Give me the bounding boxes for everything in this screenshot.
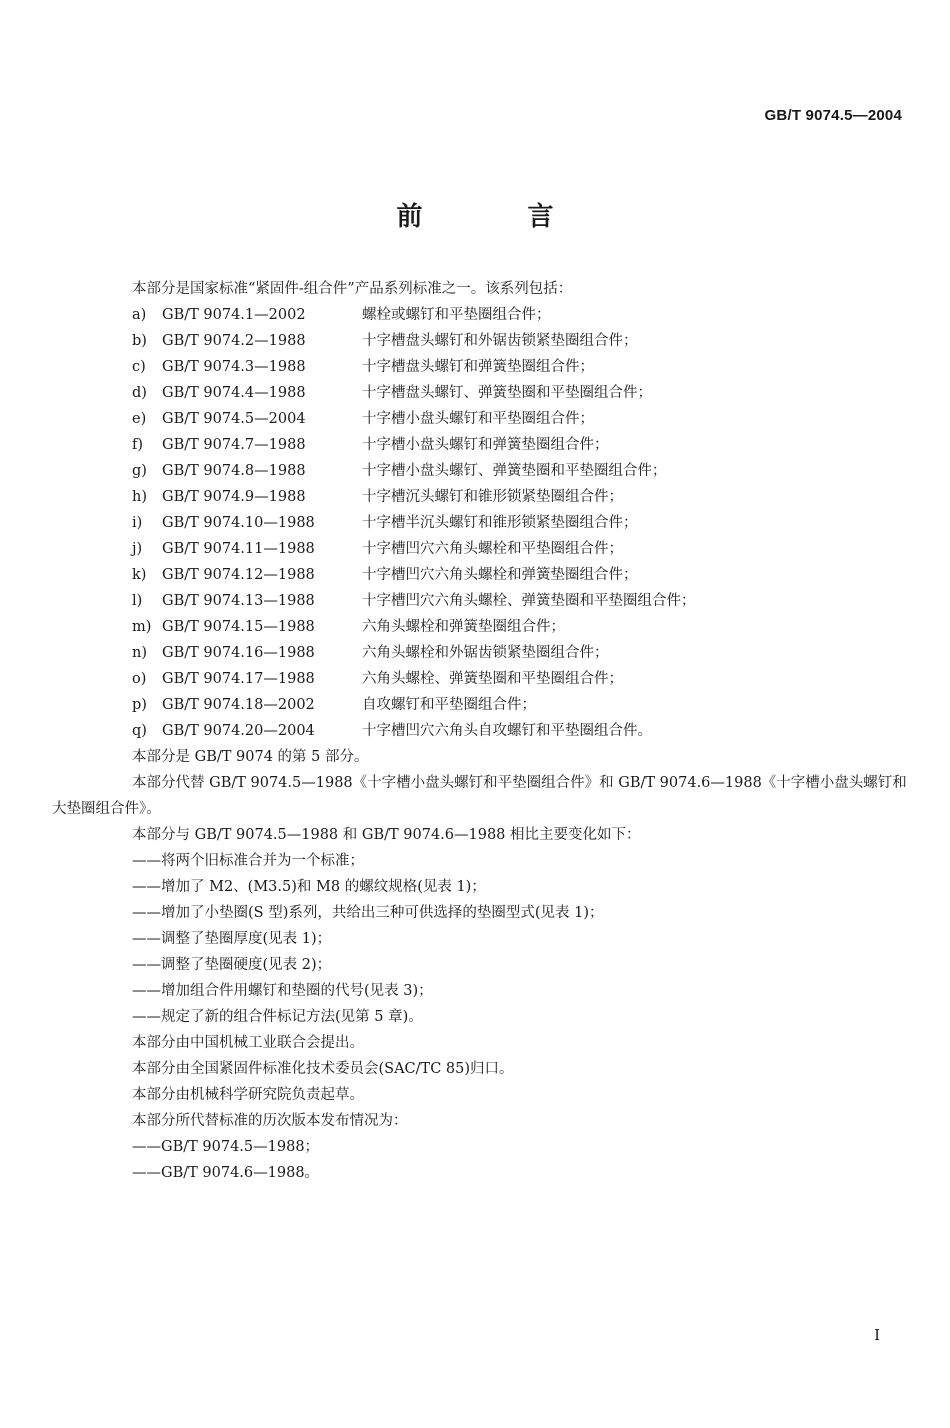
list-item: c) GB/T 9074.3—1988 十字槽盘头螺钉和弹簧垫圈组合件； xyxy=(132,359,594,375)
standard-number: GB/T 9074.5—2004 xyxy=(764,107,902,124)
centralized-by: 本部分由全国紧固件标准化技术委员会(SAC/TC 85)归口。 xyxy=(132,1061,514,1077)
replaces-paragraph: 本部分代替 GB/T 9074.5—1988《十字槽小盘头螺钉和平垫圈组合件》和 GB/T 9074.6—1988《十字槽小盘头螺钉和大垫圈组合件》。 xyxy=(52,775,907,817)
list-item: o) GB/T 9074.17—1988 六角头螺栓、弹簧垫圈和平垫圈组合件； xyxy=(132,671,623,687)
list-item: m) GB/T 9074.15—1988 六角头螺栓和弹簧垫圈组合件； xyxy=(132,619,565,635)
list-item: a) GB/T 9074.1—2002 螺栓或螺钉和平垫圈组合件； xyxy=(132,307,551,323)
drafted-by: 本部分由机械科学研究院负责起草。 xyxy=(132,1087,364,1103)
list-item: l) GB/T 9074.13—1988 十字槽凹穴六角头螺栓、弹簧垫圈和平垫圈组合件； xyxy=(132,593,696,609)
list-item: ——调整了垫圈硬度(见表 2)； xyxy=(132,957,332,973)
list-item: ——GB/T 9074.5—1988； xyxy=(132,1139,320,1155)
list-item: b) GB/T 9074.2—1988 十字槽盘头螺钉和外锯齿锁紧垫圈组合件； xyxy=(132,333,638,349)
list-item: j) GB/T 9074.11—1988 十字槽凹穴六角头螺栓和平垫圈组合件； xyxy=(132,541,623,557)
list-item: d) GB/T 9074.4—1988 十字槽盘头螺钉、弹簧垫圈和平垫圈组合件； xyxy=(132,385,652,401)
list-item: ——增加了小垫圈(S 型)系列，共给出三种可供选择的垫圈型式(见表 1)； xyxy=(132,905,604,921)
list-item: ——将两个旧标准合并为一个标准； xyxy=(132,853,364,869)
intro-paragraph: 本部分是国家标准“紧固件-组合件”产品系列标准之一。该系列包括： xyxy=(132,281,573,297)
list-item: ——GB/T 9074.6—1988。 xyxy=(132,1165,320,1181)
part-statement: 本部分是 GB/T 9074 的第 5 部分。 xyxy=(132,749,369,765)
series-list xyxy=(92,302,912,744)
list-item: e) GB/T 9074.5—2004 十字槽小盘头螺钉和平垫圈组合件； xyxy=(132,411,594,427)
list-item: n) GB/T 9074.16—1988 六角头螺栓和外锯齿锁紧垫圈组合件； xyxy=(132,645,609,661)
list-item: ——规定了新的组合件标记方法(见第 5 章)。 xyxy=(132,1009,423,1025)
list-item: p) GB/T 9074.18—2002 自攻螺钉和平垫圈组合件； xyxy=(132,697,536,713)
list-item: f) GB/T 9074.7—1988 十字槽小盘头螺钉和弹簧垫圈组合件； xyxy=(132,437,609,453)
list-item: h) GB/T 9074.9—1988 十字槽沉头螺钉和锥形锁紧垫圈组合件； xyxy=(132,489,623,505)
list-item: ——增加了 M2、(M3.5)和 M8 的螺纹规格(见表 1)； xyxy=(132,879,486,895)
list-item: ——调整了垫圈厚度(见表 1)； xyxy=(132,931,332,947)
history-list xyxy=(92,1134,912,1186)
changes-intro: 本部分与 GB/T 9074.5—1988 和 GB/T 9074.6—1988 相比主要变化如下： xyxy=(132,827,641,843)
list-item: ——增加组合件用螺钉和垫圈的代号(见表 3)； xyxy=(132,983,433,999)
page-number: I xyxy=(874,1326,880,1344)
proposed-by: 本部分由中国机械工业联合会提出。 xyxy=(132,1035,364,1051)
list-item: g) GB/T 9074.8—1988 十字槽小盘头螺钉、弹簧垫圈和平垫圈组合件； xyxy=(132,463,667,479)
list-item: i) GB/T 9074.10—1988 十字槽半沉头螺钉和锥形锁紧垫圈组合件； xyxy=(132,515,638,531)
history-intro: 本部分所代替标准的历次版本发布情况为： xyxy=(132,1113,408,1129)
foreword-body xyxy=(52,276,912,1186)
page-title: 前 言 xyxy=(396,202,602,232)
changes-list xyxy=(92,848,912,1030)
list-item: q) GB/T 9074.20—2004 十字槽凹穴六角头自攻螺钉和平垫圈组合件。 xyxy=(132,723,652,739)
list-item: k) GB/T 9074.12—1988 十字槽凹穴六角头螺栓和弹簧垫圈组合件； xyxy=(132,567,638,583)
